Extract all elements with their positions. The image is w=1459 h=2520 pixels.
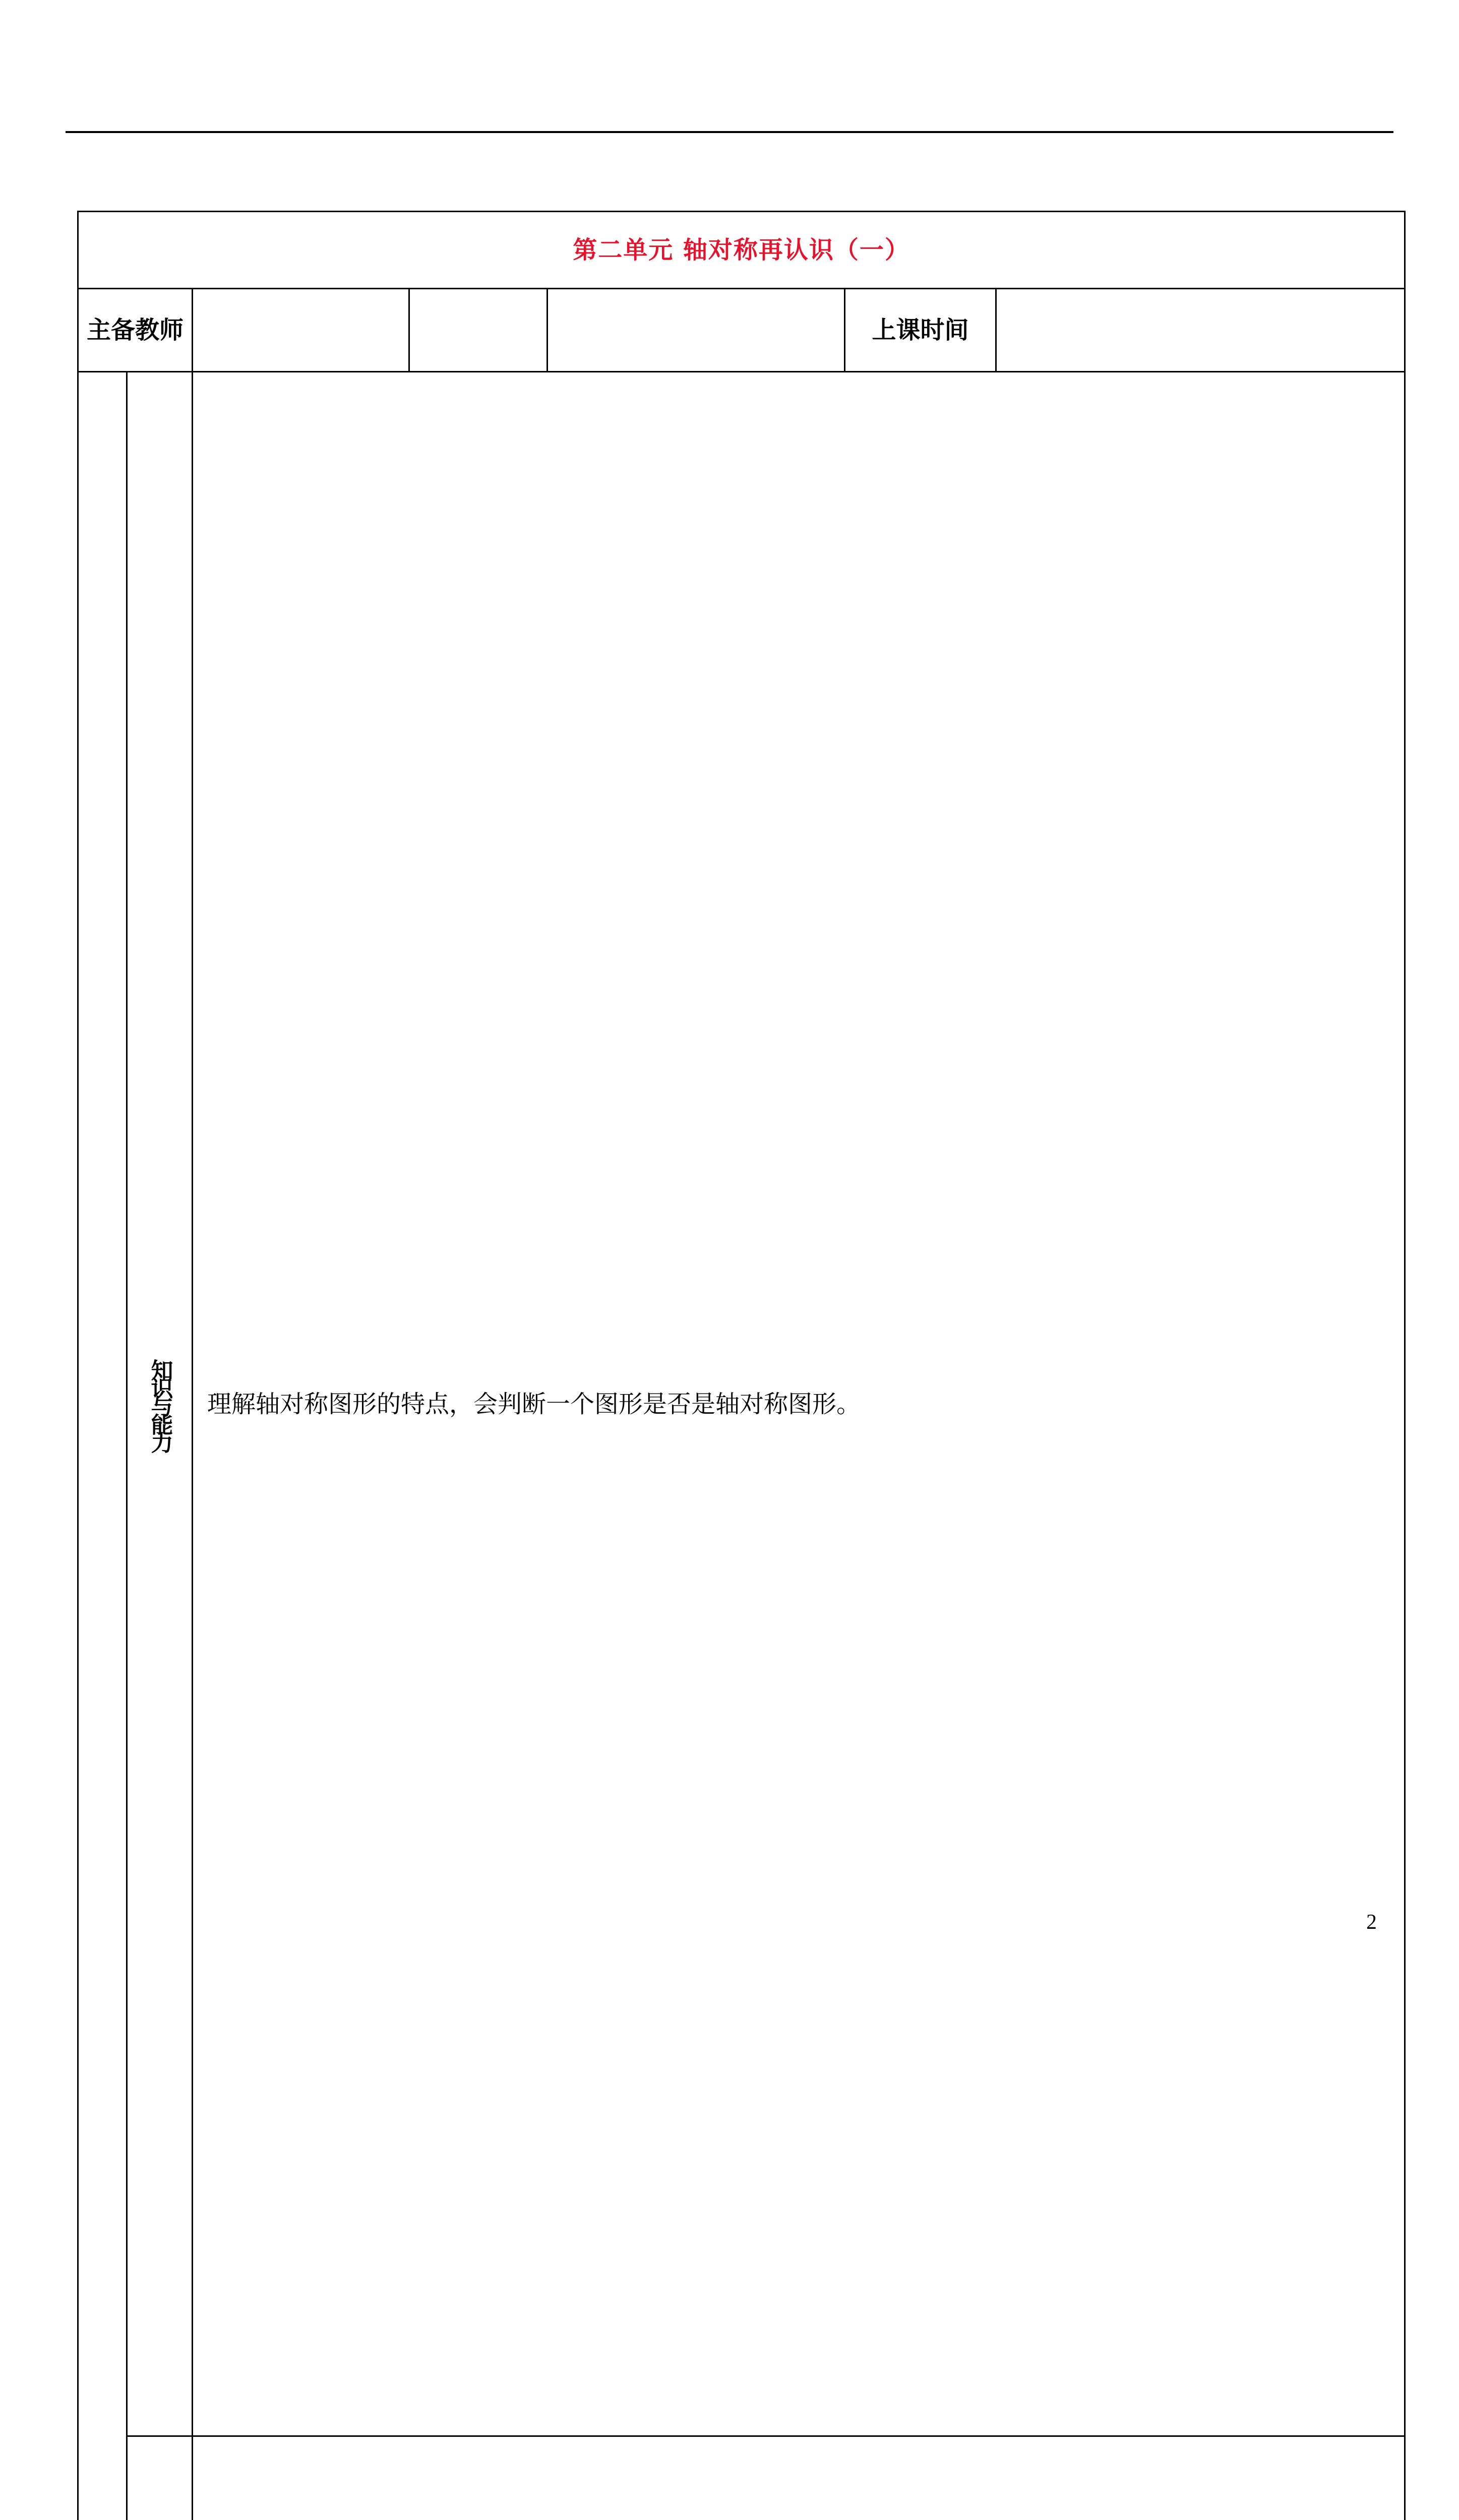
- goal-text-process: [193, 2436, 1405, 2520]
- lesson-plan-table: [77, 211, 1406, 2520]
- page-number: 2: [1366, 1910, 1377, 1934]
- goals-label: [78, 372, 127, 2520]
- time-label: 上课时间: [845, 289, 996, 372]
- goal-text-knowledge: 理解轴对称图形的特点，会判断一个图形是否是轴对称图形。: [193, 372, 1405, 2436]
- teacher-value-cell: [193, 289, 409, 372]
- teacher-label: 主备教师: [78, 289, 193, 372]
- blank-cell-1: [409, 289, 548, 372]
- goal-sub-process-text: [147, 2437, 172, 2520]
- goal-sub-knowledge: [127, 372, 193, 2436]
- lesson-title: 第二单元 轴对称再认识（一）: [78, 212, 1405, 289]
- goal-sub-process: [127, 2436, 193, 2520]
- blank-cell-2: [548, 289, 845, 372]
- header-rule: [66, 131, 1393, 133]
- goal-sub-knowledge-text: 知识与能力: [147, 372, 172, 2435]
- time-value-cell: [996, 289, 1405, 372]
